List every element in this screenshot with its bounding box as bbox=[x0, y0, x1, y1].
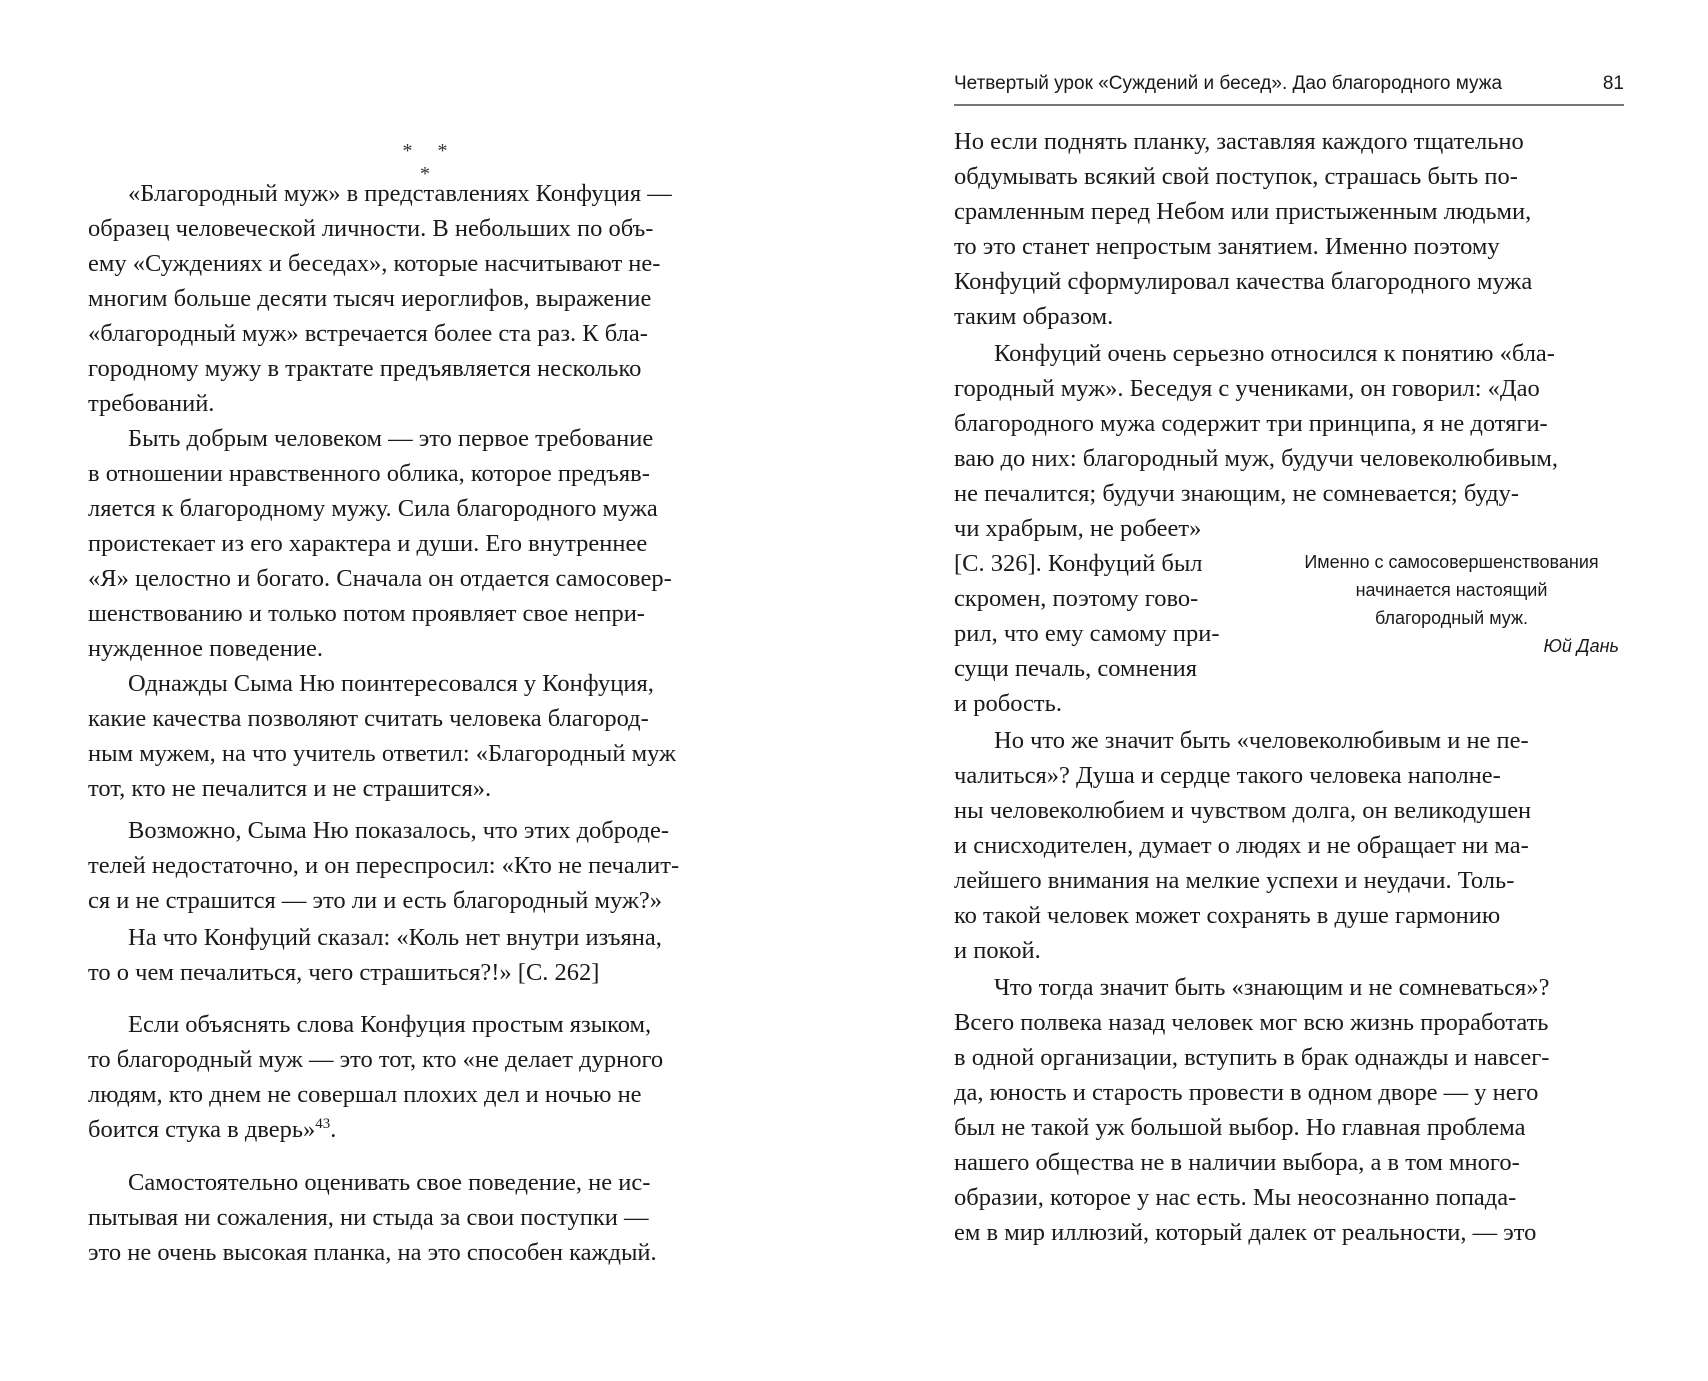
text-line: да, юность и старость провести в одном дворе — у него bbox=[954, 1079, 1539, 1106]
text-line: городный муж». Беседуя с учениками, он говорил: «Дао bbox=[954, 375, 1540, 402]
running-head-title: Четвертый урок «Суждений и бесед». Дао благородного мужа bbox=[954, 73, 1503, 94]
text-line: и снисходителен, думает о людях и не обращает ни ма- bbox=[954, 832, 1529, 859]
text-line: и покой. bbox=[954, 937, 1041, 964]
text-line: то это станет непростым занятием. Именно поэтому bbox=[954, 233, 1500, 260]
text-line: ко такой человек может сохранять в душе гармонию bbox=[954, 902, 1501, 929]
text-line: лейшего внимания на мелкие успехи и неудачи. Толь- bbox=[954, 867, 1515, 894]
text-line: требований. bbox=[88, 390, 215, 417]
page-number: 81 bbox=[1602, 73, 1624, 94]
text-line: образец человеческой личности. В небольших по объ- bbox=[88, 215, 654, 242]
text-line: проистекает из его характера и души. Его внутреннее bbox=[88, 530, 648, 557]
text-line: многим больше десяти тысяч иероглифов, выражение bbox=[88, 285, 652, 312]
section-separator: * * * bbox=[402, 140, 458, 185]
text-line: образии, которое у нас есть. Мы неосознанно попада- bbox=[954, 1184, 1517, 1211]
text-line: скромен, поэтому гово- bbox=[954, 585, 1199, 612]
text-line: срамленным перед Небом или пристыженным людьми, bbox=[954, 198, 1532, 225]
text-line: ся и не страшится — это ли и есть благородный муж?» bbox=[88, 887, 663, 914]
text-line: это не очень высокая планка, на это способен каждый. bbox=[88, 1239, 657, 1266]
text-line: Быть добрым человеком — это первое требование bbox=[128, 425, 654, 452]
text-line: чи храбрым, не робеет» bbox=[954, 515, 1202, 542]
text-line: На что Конфуций сказал: «Коль нет внутри изъяна, bbox=[128, 924, 662, 951]
text-line: обдумывать всякий свой поступок, страшась быть по- bbox=[954, 163, 1518, 190]
text-line: [С. 326]. Конфуций был bbox=[954, 550, 1203, 577]
text-line: «Я» целостно и богато. Сначала он отдается самосовер- bbox=[88, 565, 672, 592]
text-line: «Благородный муж» в представлениях Конфуция — bbox=[128, 180, 672, 207]
text-line: ему «Суждениях и беседах», которые насчитывают не- bbox=[88, 250, 661, 277]
text-line-with-footnote: боится стука в дверь»$^{43}$. bbox=[88, 1115, 337, 1143]
quote-author: Юй Дань bbox=[1543, 636, 1619, 656]
text-line: тот, кто не печалится и не страшится». bbox=[88, 775, 492, 802]
text-line: Самостоятельно оценивать свое поведение, не ис- bbox=[128, 1169, 651, 1196]
text-line: телей недостаточно, и он переспросил: «Кто не печалит- bbox=[88, 852, 680, 879]
right-page bbox=[854, 0, 1708, 1381]
text-line: ем в мир иллюзий, который далек от реальности, — это bbox=[954, 1219, 1537, 1246]
text-line: нашего общества не в наличии выбора, а в том много- bbox=[954, 1149, 1520, 1176]
text-line: Что тогда значит быть «знающим и не сомневаться»? bbox=[994, 974, 1550, 1001]
text-line: людям, кто днем не совершал плохих дел и ночью не bbox=[88, 1081, 642, 1108]
text-line: благородного мужа содержит три принципа, я не дотяги- bbox=[954, 410, 1548, 437]
text-line: ляется к благородному мужу. Сила благородного мужа bbox=[88, 495, 658, 522]
text-line: Если объяснять слова Конфуция простым языком, bbox=[128, 1011, 652, 1038]
text-line: не печалится; будучи знающим, не сомневается; буду- bbox=[954, 480, 1519, 507]
text-line: нужденное поведение. bbox=[88, 635, 323, 662]
text-line: чалиться»? Душа и сердце такого человека наполне- bbox=[954, 762, 1501, 789]
text-line: был не такой уж большой выбор. Но главная проблема bbox=[954, 1114, 1526, 1141]
text-line: ным мужем, на что учитель ответил: «Благородный муж bbox=[88, 740, 676, 767]
quote-line: благородный муж. bbox=[1374, 608, 1529, 628]
text-line: городному мужу в трактате предъявляется несколько bbox=[88, 355, 642, 382]
text-line: таким образом. bbox=[954, 303, 1114, 330]
footnote-ref: 43 bbox=[315, 1115, 331, 1132]
text-line: Всего полвека назад человек мог всю жизнь проработать bbox=[954, 1009, 1549, 1036]
text-line: Конфуций сформулировал качества благородного мужа bbox=[954, 268, 1533, 295]
quote-line: Именно с самосовершенствования bbox=[1304, 552, 1599, 572]
text-line: пытывая ни сожаления, ни стыда за свои поступки — bbox=[88, 1204, 649, 1231]
text-line: то благородный муж — это тот, кто «не делает дурного bbox=[88, 1046, 664, 1073]
text-line: какие качества позволяют считать человека благород- bbox=[88, 705, 649, 732]
text-line: сущи печаль, сомнения bbox=[954, 655, 1197, 682]
text-line: Конфуций очень серьезно относился к понятию «бла- bbox=[994, 340, 1555, 367]
quote-line: начинается настоящий bbox=[1355, 580, 1548, 600]
text-line: и робость. bbox=[954, 690, 1062, 717]
header-rule bbox=[954, 104, 1624, 106]
text-line: рил, что ему самому при- bbox=[954, 620, 1220, 647]
text-line: Но что же значит быть «человеколюбивым и не пе- bbox=[994, 727, 1529, 754]
text-line: «благородный муж» встречается более ста раз. К бла- bbox=[88, 320, 648, 347]
text-line: шенствованию и только потом проявляет свое непри- bbox=[88, 600, 645, 627]
text-line: Возможно, Сыма Ню показалось, что этих доброде- bbox=[128, 817, 670, 844]
text-line: Однажды Сыма Ню поинтересовался у Конфуция, bbox=[128, 670, 654, 697]
text-line: в одной организации, вступить в брак однажды и навсег- bbox=[954, 1044, 1550, 1071]
text-line: ваю до них: благородный муж, будучи человеколюбивым, bbox=[954, 445, 1558, 472]
text-line: в отношении нравственного облика, которое предъяв- bbox=[88, 460, 650, 487]
text-line: Но если поднять планку, заставляя каждого тщательно bbox=[954, 128, 1524, 155]
pull-quote bbox=[1284, 548, 1619, 660]
text-line: боится стука в дверь» bbox=[88, 1116, 316, 1143]
text-line: ны человеколюбием и чувством долга, он великодушен bbox=[954, 797, 1532, 824]
text-line: то о чем печалиться, чего страшиться?!» [С. 262] bbox=[88, 959, 600, 986]
